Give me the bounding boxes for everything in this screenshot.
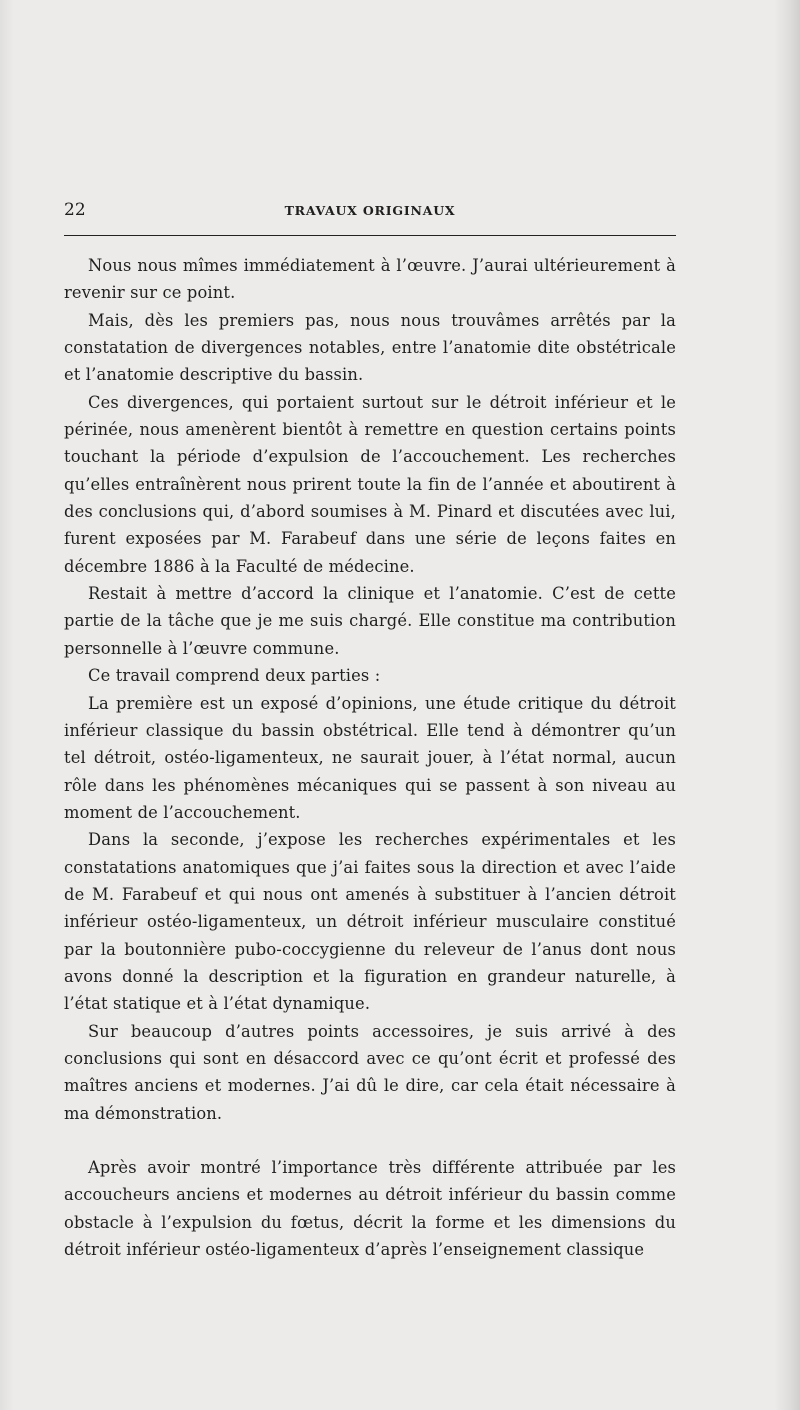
paragraph: Ces divergences, qui portaient surtout sur le détroit inférieur et le périnée, nous amenèrent bientôt à remettre en question certains points touchant la période d’expulsion de l’accouchement. Les recherches qu’elles entraînèrent nous prirent toute la fin de l’année et aboutirent à des conclusions qui, d’abord soumises à M. Pinard et discutées avec lui, furent exposées par M. Farabeuf dans une série de leçons faites en décembre 1886 à la Faculté de médecine. [64, 392, 676, 576]
scan-edge-left [0, 0, 14, 1410]
section-gap [64, 1127, 676, 1154]
book-page [64, 200, 676, 1263]
running-title: TRAVAUX ORIGINAUX [284, 203, 456, 218]
paragraph: Mais, dès les premiers pas, nous nous trouvâmes arrêtés par la constatation de divergences notables, entre l’anatomie dite obstétricale et l’anatomie descriptive du bassin. [64, 310, 676, 385]
running-head [64, 200, 676, 224]
final-paragraph: Après avoir montré l’importance très différente attribuée par les accoucheurs anciens et modernes au détroit inférieur du bassin comme obstacle à l’expulsion du fœtus, décrit la forme et les dimensions du détroit inférieur ostéo-ligamenteux d’après l’enseignement classique [64, 1158, 676, 1260]
paragraph: Dans la seconde, j’expose les recherches expérimentales et les constatations anatomiques que j’ai faites sous la direction et avec l’aide de M. Farabeuf et qui nous ont amenés à substituer à l’ancien détroit inférieur ostéo-ligamenteux, un détroit inférieur musculaire constitué par la boutonnière pubo-coccygienne du releveur de l’anus dont nous avons donné la description et la figuration en grandeur naturelle, à l’état statique et à l’état dynamique. [64, 830, 676, 1014]
paragraph: Sur beaucoup d’autres points accessoires, je suis arrivé à des conclusions qui sont en désaccord avec ce qu’ont écrit et professé des maîtres anciens et modernes. J’ai dû le dire, car cela était nécessaire à ma démonstration. [64, 1021, 676, 1123]
scan-edge-right [774, 0, 800, 1410]
paragraph: Ce travail comprend deux parties : [88, 666, 381, 686]
paragraph: Restait à mettre d’accord la clinique et l’anatomie. C’est de cette partie de la tâche que je me suis chargé. Elle constitue ma contribution personnelle à l’œuvre commune. [64, 584, 676, 658]
header-rule [64, 235, 676, 236]
body-text [64, 252, 676, 1263]
paragraph: Nous nous mîmes immédiatement à l’œuvre. J’aurai ultérieurement à revenir sur ce point. [64, 256, 676, 303]
page-number: 22 [64, 200, 86, 220]
paragraph: La première est un exposé d’opinions, une étude critique du détroit inférieur classique du bassin obstétrical. Elle tend à démontrer qu’un tel détroit, ostéo-ligamenteux, ne saurait jouer, à l’état normal, aucun rôle dans les phénomènes mécaniques qui se passent à son niveau au moment de l’accouchement. [64, 693, 676, 822]
